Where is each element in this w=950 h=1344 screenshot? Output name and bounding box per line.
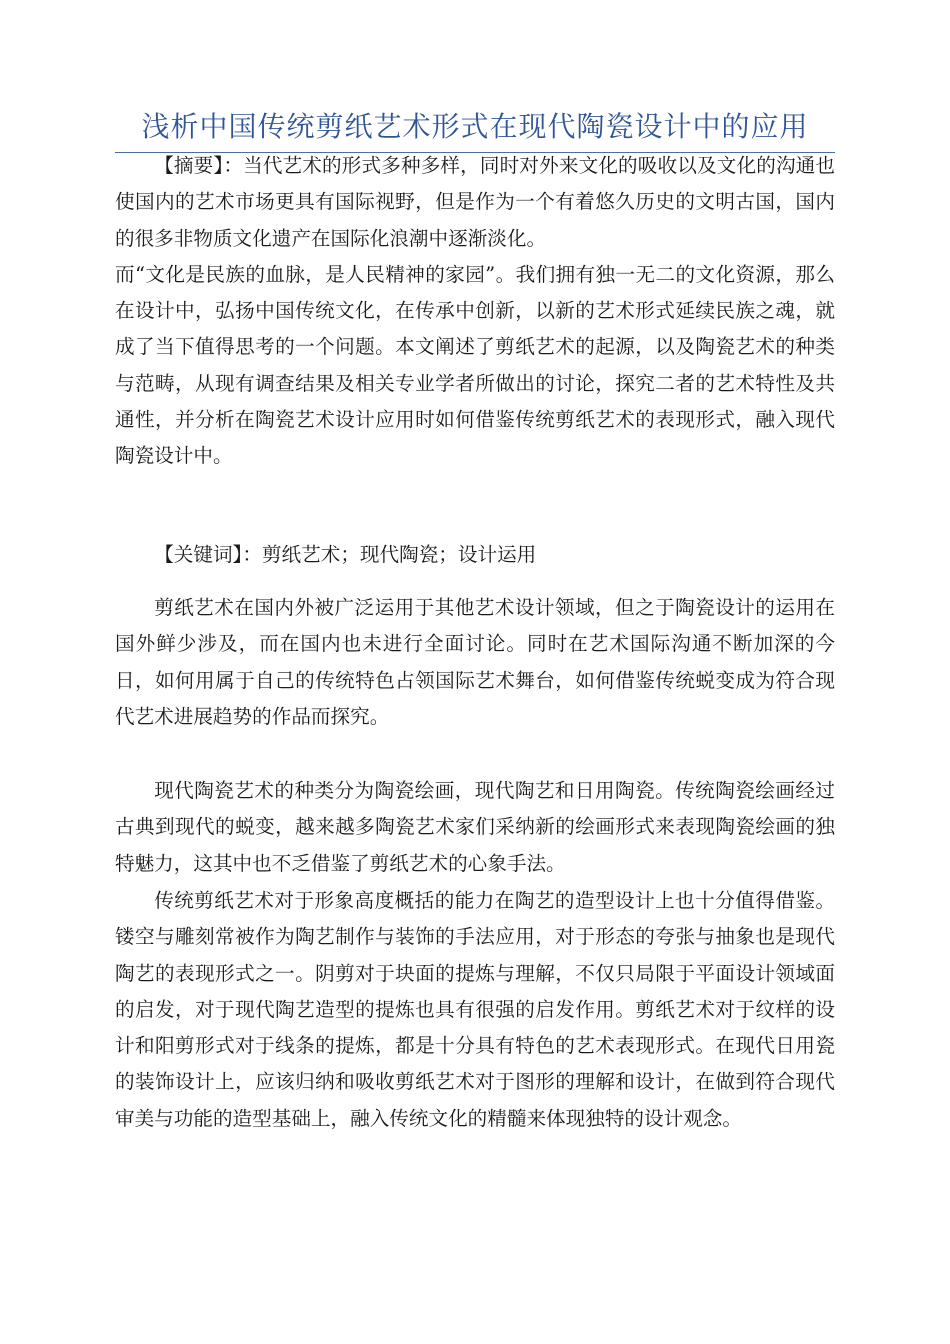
body-paragraph-3-block bbox=[115, 883, 835, 1137]
keywords-text: ：剪纸艺术；现代陶瓷；设计运用 bbox=[242, 543, 537, 566]
body-paragraph: 传统剪纸艺术对于形象高度概括的能力在陶艺的造型设计上也十分值得借鉴。镂空与雕刻常被作为陶艺制作与装饰的手法应用，对于形态的夸张与抽象也是现代陶艺的表现形式之一。阴剪对于块面的提炼与理解，不仅只局限于平面设计领域面的启发，对于现代陶艺造型的提炼也具有很强的启发作用。剪纸艺术对于纹样的设计和阳剪形式对于线条的提炼，都是十分具有特色的艺术表现形式。在现代日用瓷的装饰设计上，应该归纳和吸收剪纸艺术对于图形的理解和设计，在做到符合现代审美与功能的造型基础上，融入传统文化的精髓来体现独特的设计观念。 bbox=[115, 889, 835, 1130]
abstract-text-part1: ：当代艺术的形式多种多样，同时对外来文化的吸收以及文化的沟通也使国内的艺术市场更具有国际视野，但是作为一个有着悠久历史的文明古国，国内的很多非物质文化遗产在国际化浪潮中逐渐淡化。 bbox=[115, 154, 836, 250]
body-paragraph: 现代陶瓷艺术的种类分为陶瓷绘画，现代陶艺和日用陶瓷。传统陶瓷绘画经过古典到现代的蜕变，越来越多陶瓷艺术家们采纳新的绘画形式来表现陶瓷绘画的独特魅力，这其中也不乏借鉴了剪纸艺术的心象手法。 bbox=[115, 779, 835, 875]
body-paragraph: 剪纸艺术在国内外被广泛运用于其他艺术设计领域，但之于陶瓷设计的运用在国外鲜少涉及，而在国内也未进行全面讨论。同时在艺术国际沟通不断加深的今日，如何用属于自己的传统特色占领国际艺术舞台，如何借鉴传统蜕变成为符合现代艺术进展趋势的作品而探究。 bbox=[115, 596, 835, 728]
keywords-section bbox=[115, 537, 835, 573]
body-paragraph-1-block bbox=[115, 590, 835, 735]
abstract-label: 【摘要】 bbox=[154, 154, 224, 177]
page-title: 浅析中国传统剪纸艺术形式在现代陶瓷设计中的应用 bbox=[141, 110, 809, 143]
abstract-paragraph bbox=[115, 148, 835, 257]
keywords-paragraph bbox=[115, 537, 835, 573]
body-paragraph-2-block bbox=[115, 773, 835, 882]
title-block bbox=[115, 108, 835, 153]
abstract-section bbox=[115, 148, 835, 475]
abstract-paragraph-continued: 而“文化是民族的血脉，是人民精神的家园”。我们拥有独一无二的文化资源，那么在设计中，弘扬中国传统文化，在传承中创新，以新的艺术形式延续民族之魂，就成了当下值得思考的一个问题。本文阐述了剪纸艺术的起源，以及陶瓷艺术的种类与范畴，从现有调查结果及相关专业学者所做出的讨论，探究二者的艺术特性及共通性，并分析在陶瓷艺术设计应用时如何借鉴传统剪纸艺术的表现形式，融入现代陶瓷设计中。 bbox=[115, 262, 835, 468]
keywords-label: 【关键词】 bbox=[154, 543, 243, 566]
